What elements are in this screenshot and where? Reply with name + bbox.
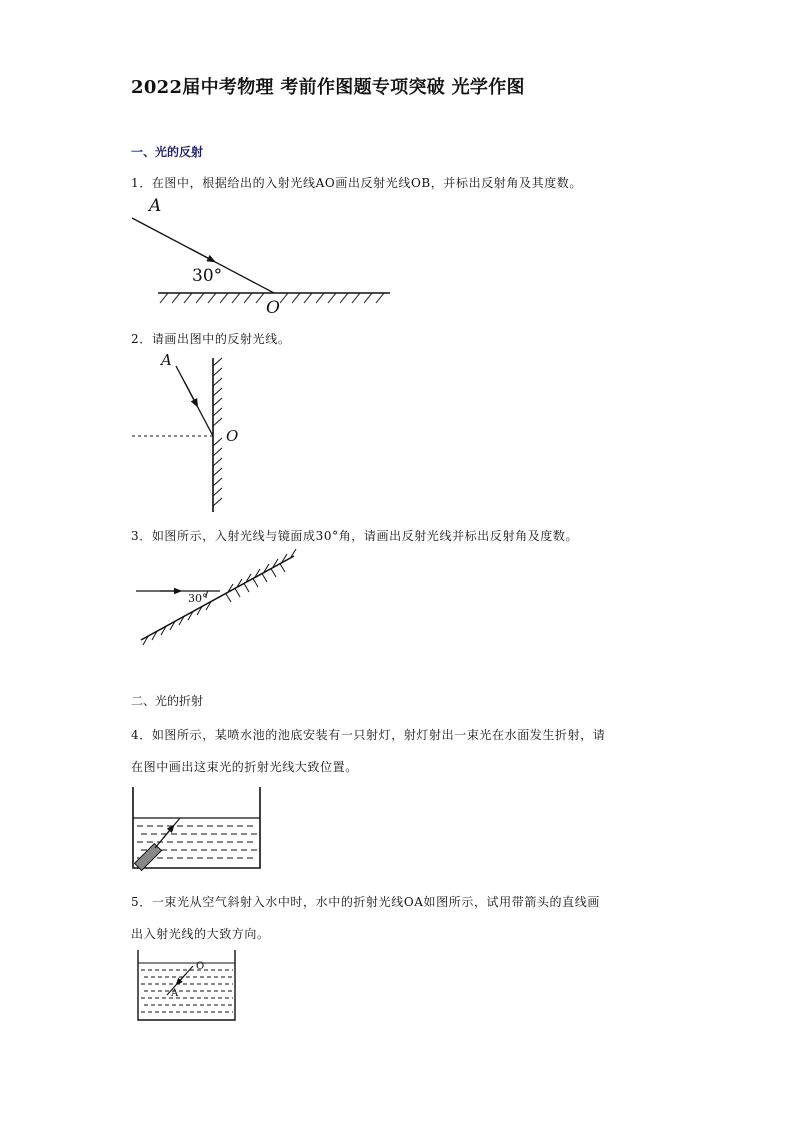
q5-pool xyxy=(138,950,235,1020)
q3-label-angle: 30° xyxy=(188,592,208,605)
page-title: 2022届中考物理 考前作图题专项突破 光学作图 xyxy=(131,77,525,98)
question-2-text: 2．请画出图中的反射光线。 xyxy=(131,332,291,346)
question-3-text: 3．如图所示，入射光线与镜面成30°角，请画出反射光线并标出反射角及度数。 xyxy=(131,529,579,543)
section-heading-refraction: 二、光的折射 xyxy=(131,694,204,708)
q2-label-a: A xyxy=(161,351,172,369)
q1-label-a: A xyxy=(149,196,162,216)
q1-label-angle: 30° xyxy=(192,266,223,286)
q5-label-a: A xyxy=(171,988,179,999)
q1-label-o: O xyxy=(266,298,280,318)
question-1-text: 1．在图中，根据给出的入射光线AO画出反射光线OB，并标出反射角及其度数。 xyxy=(131,176,582,190)
section-heading-reflection: 一、光的反射 xyxy=(131,145,204,159)
q5-water-dashes xyxy=(141,970,233,1012)
q5-label-o: O xyxy=(196,961,205,972)
question-4-text-line2: 在图中画出这束光的折射光线大致位置。 xyxy=(131,760,358,774)
question-5-text-line1: 5．一束光从空气斜射入水中时，水中的折射光线OA如图所示，试用带箭头的直线画 xyxy=(131,895,600,909)
q2-label-o: O xyxy=(226,427,239,445)
question-5-text-line2: 出入射光线的大致方向。 xyxy=(131,927,270,941)
q5-ray-arrow xyxy=(178,974,186,983)
question-4-text-line1: 4．如图所示，某喷水池的池底安装有一只射灯，射灯射出一束光在水面发生折射，请 xyxy=(131,728,606,742)
